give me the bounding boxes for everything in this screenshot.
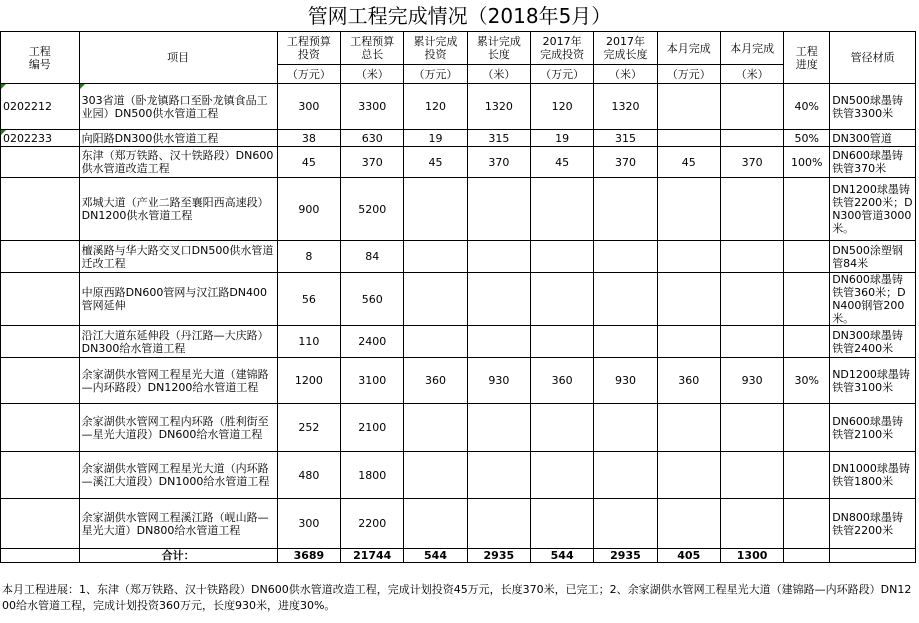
material-value: ND1200球墨铸铁管3100米 <box>830 358 916 404</box>
budget-value: 252 <box>277 404 340 452</box>
budget-value: 38 <box>277 130 340 147</box>
investment-2017-value: 45 <box>530 147 593 178</box>
month-investment-value <box>657 499 720 549</box>
month-length-value: 370 <box>720 147 783 178</box>
unit-month-length: （米） <box>720 65 783 84</box>
month-investment-value <box>657 404 720 452</box>
month-investment-value <box>657 84 720 130</box>
unit-cumulative-length: （米） <box>467 65 530 84</box>
project-name: 余家湖供水管网工程内环路（胜利街至—星光大道段）DN600给水管道工程 <box>79 404 277 452</box>
material-value: DN1000球墨铸铁管1800米 <box>830 452 916 499</box>
total-cumulative-investment: 544 <box>404 549 467 563</box>
total-length-value: 560 <box>341 273 404 326</box>
investment-2017-value: 360 <box>530 358 593 404</box>
budget-value: 45 <box>277 147 340 178</box>
project-code <box>1 452 80 499</box>
month-investment-value <box>657 178 720 241</box>
cumulative-investment-value <box>404 241 467 273</box>
cumulative-investment-value: 360 <box>404 358 467 404</box>
total-length-value: 1800 <box>341 452 404 499</box>
project-code <box>1 499 80 549</box>
month-length-value <box>720 130 783 147</box>
budget-value: 900 <box>277 178 340 241</box>
table-body <box>1 84 916 549</box>
header-progress: 工程 进度 <box>784 32 830 84</box>
progress-value: 100% <box>784 147 830 178</box>
total-row <box>1 549 916 563</box>
header-budget: 工程预算 投资 <box>277 32 340 65</box>
header-material: 管径材质 <box>830 32 916 84</box>
project-code <box>1 178 80 241</box>
progress-value <box>784 452 830 499</box>
budget-value: 300 <box>277 499 340 549</box>
unit-month-investment: （万元） <box>657 65 720 84</box>
month-length-value <box>720 499 783 549</box>
header-cumulative-investment: 累计完成 投资 <box>404 32 467 65</box>
cumulative-investment-value <box>404 273 467 326</box>
unit-budget: （万元） <box>277 65 340 84</box>
header-investment-2017: 2017年 完成投资 <box>530 32 593 65</box>
total-length-value: 2200 <box>341 499 404 549</box>
month-investment-value <box>657 130 720 147</box>
total-month-investment: 405 <box>657 549 720 563</box>
progress-value: 40% <box>784 84 830 130</box>
material-value: DN600球墨铸铁管2100米 <box>830 404 916 452</box>
material-value: DN300球墨铸铁管2400米 <box>830 326 916 358</box>
header-cumulative-length: 累计完成 长度 <box>467 32 530 65</box>
header-row <box>1 32 916 65</box>
table-row <box>1 452 916 499</box>
cumulative-length-value: 930 <box>467 358 530 404</box>
total-length-value: 5200 <box>341 178 404 241</box>
investment-2017-value <box>530 326 593 358</box>
length-2017-value: 1320 <box>594 84 657 130</box>
budget-value: 300 <box>277 84 340 130</box>
total-code-cell <box>1 549 80 563</box>
header-total-length: 工程预算 总长 <box>341 32 404 65</box>
total-budget: 3689 <box>277 549 340 563</box>
total-month-length: 1300 <box>720 549 783 563</box>
investment-2017-value <box>530 499 593 549</box>
progress-value <box>784 273 830 326</box>
month-length-value <box>720 404 783 452</box>
cumulative-length-value <box>467 452 530 499</box>
progress-value <box>784 241 830 273</box>
table-row <box>1 130 916 147</box>
cumulative-length-value <box>467 241 530 273</box>
project-code <box>1 147 80 178</box>
table-row <box>1 273 916 326</box>
month-length-value <box>720 178 783 241</box>
investment-2017-value: 19 <box>530 130 593 147</box>
project-name: 向阳路DN300供水管道工程 <box>79 130 277 147</box>
investment-2017-value <box>530 452 593 499</box>
page-title: 管网工程完成情况（2018年5月） <box>307 4 612 28</box>
unit-length-2017: （米） <box>594 65 657 84</box>
investment-2017-value <box>530 404 593 452</box>
progress-value: 30% <box>784 358 830 404</box>
table-row <box>1 358 916 404</box>
month-investment-value <box>657 326 720 358</box>
project-code <box>1 404 80 452</box>
length-2017-value <box>594 241 657 273</box>
project-name: 中原西路DN600管网与汉江路DN400管网延伸 <box>79 273 277 326</box>
progress-value <box>784 326 830 358</box>
budget-value: 480 <box>277 452 340 499</box>
total-length-value: 2100 <box>341 404 404 452</box>
cumulative-length-value: 1320 <box>467 84 530 130</box>
cumulative-investment-value <box>404 452 467 499</box>
project-name: 余家湖供水管网工程星光大道（建锦路—内环路段）DN1200给水管道工程 <box>79 358 277 404</box>
total-length-value: 3300 <box>341 84 404 130</box>
month-investment-value: 45 <box>657 147 720 178</box>
total-label: 合计： <box>79 549 277 563</box>
table-row <box>1 84 916 130</box>
total-length-2017: 2935 <box>594 549 657 563</box>
header-length-2017: 2017年 完成长度 <box>594 32 657 65</box>
cumulative-length-value <box>467 326 530 358</box>
length-2017-value <box>594 404 657 452</box>
material-value: DN600球墨铸铁管360米；DN400钢管200米。 <box>830 273 916 326</box>
project-code <box>1 358 80 404</box>
total-length-value: 370 <box>341 147 404 178</box>
cumulative-length-value: 370 <box>467 147 530 178</box>
project-code: 0202212 <box>1 84 80 130</box>
project-name: 余家湖供水管网工程溪江路（岘山路—星光大道）DN800给水管道工程 <box>79 499 277 549</box>
month-length-value: 930 <box>720 358 783 404</box>
total-length: 21744 <box>341 549 404 563</box>
budget-value: 110 <box>277 326 340 358</box>
total-cumulative-length: 2935 <box>467 549 530 563</box>
cumulative-length-value: 315 <box>467 130 530 147</box>
month-length-value <box>720 273 783 326</box>
cumulative-length-value <box>467 273 530 326</box>
header-month-length: 本月完成 <box>720 32 783 65</box>
budget-value: 1200 <box>277 358 340 404</box>
table-row <box>1 499 916 549</box>
project-code <box>1 326 80 358</box>
unit-total-length: （米） <box>341 65 404 84</box>
month-investment-value <box>657 241 720 273</box>
material-value: DN300管道 <box>830 130 916 147</box>
total-investment-2017: 544 <box>530 549 593 563</box>
table-row <box>1 326 916 358</box>
month-length-value <box>720 241 783 273</box>
budget-value: 8 <box>277 241 340 273</box>
material-value: DN1200球墨铸铁管2200米；DN300管道3000米。 <box>830 178 916 241</box>
month-investment-value <box>657 273 720 326</box>
progress-value <box>784 178 830 241</box>
length-2017-value <box>594 499 657 549</box>
table-row <box>1 404 916 452</box>
material-value: DN500涂塑钢管84米 <box>830 241 916 273</box>
total-length-value: 84 <box>341 241 404 273</box>
cumulative-investment-value: 120 <box>404 84 467 130</box>
project-code <box>1 241 80 273</box>
material-value: DN600球墨铸铁管370米 <box>830 147 916 178</box>
table-row <box>1 241 916 273</box>
progress-value <box>784 499 830 549</box>
total-length-value: 630 <box>341 130 404 147</box>
length-2017-value: 315 <box>594 130 657 147</box>
total-length-value: 3100 <box>341 358 404 404</box>
project-name: 303省道（卧龙镇路口至卧龙镇食品工业园）DN500供水管道工程 <box>79 84 277 130</box>
project-code <box>1 273 80 326</box>
cumulative-investment-value <box>404 404 467 452</box>
length-2017-value: 370 <box>594 147 657 178</box>
month-length-value <box>720 84 783 130</box>
cumulative-investment-value <box>404 499 467 549</box>
length-2017-value: 930 <box>594 358 657 404</box>
cumulative-investment-value: 45 <box>404 147 467 178</box>
project-name: 沿江大道东延伸段（丹江路—大庆路）DN300给水管道工程 <box>79 326 277 358</box>
investment-2017-value <box>530 178 593 241</box>
progress-value <box>784 404 830 452</box>
header-month-investment: 本月完成 <box>657 32 720 65</box>
month-investment-value: 360 <box>657 358 720 404</box>
material-value: DN500球墨铸铁管3300米 <box>830 84 916 130</box>
monthly-progress-note: 本月工程进展：1、东津（郑万铁路、汉十铁路段）DN600供水管道改造工程，完成计划投资45万元，长度370米，已完工；2、余家湖供水管网工程星光大道（建锦路—内环路段）DN1200给水管道工程，完成计划投资360万元，长度930米，进度30%。 <box>2 583 912 612</box>
project-name: 邓城大道（产业二路至襄阳西高速段）DN1200供水管道工程 <box>79 178 277 241</box>
length-2017-value <box>594 178 657 241</box>
progress-value: 50% <box>784 130 830 147</box>
total-length-value: 2400 <box>341 326 404 358</box>
cumulative-investment-value <box>404 178 467 241</box>
material-value: DN800球墨铸铁管2200米 <box>830 499 916 549</box>
length-2017-value <box>594 273 657 326</box>
length-2017-value <box>594 326 657 358</box>
investment-2017-value <box>530 241 593 273</box>
table-row <box>1 178 916 241</box>
project-name: 檀溪路与华大路交叉口DN500供水管道迁改工程 <box>79 241 277 273</box>
unit-investment-2017: （万元） <box>530 65 593 84</box>
total-progress-cell <box>784 549 830 563</box>
cumulative-investment-value: 19 <box>404 130 467 147</box>
header-code: 工程 编号 <box>1 32 80 84</box>
investment-2017-value: 120 <box>530 84 593 130</box>
progress-table <box>0 31 916 563</box>
cumulative-length-value <box>467 178 530 241</box>
total-material-cell <box>830 549 916 563</box>
cumulative-length-value <box>467 499 530 549</box>
month-length-value <box>720 326 783 358</box>
project-name: 东津（郑万铁路、汉十铁路段）DN600供水管道改造工程 <box>79 147 277 178</box>
month-investment-value <box>657 452 720 499</box>
budget-value: 56 <box>277 273 340 326</box>
investment-2017-value <box>530 273 593 326</box>
header-project: 项目 <box>79 32 277 84</box>
cumulative-investment-value <box>404 326 467 358</box>
unit-cumulative-investment: （万元） <box>404 65 467 84</box>
cumulative-length-value <box>467 404 530 452</box>
project-code: 0202233 <box>1 130 80 147</box>
table-row <box>1 147 916 178</box>
project-name: 余家湖供水管网工程星光大道（内环路—溪江大道段）DN1000给水管道工程 <box>79 452 277 499</box>
length-2017-value <box>594 452 657 499</box>
month-length-value <box>720 452 783 499</box>
